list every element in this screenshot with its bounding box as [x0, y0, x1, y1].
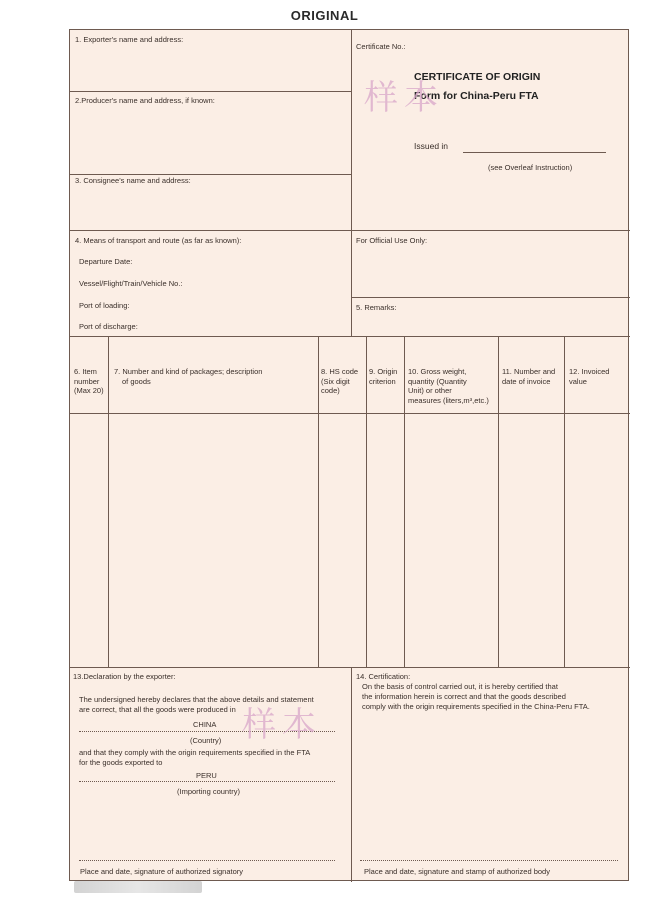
specimen-watermark-top: 样本 — [364, 78, 444, 118]
consignee-label: 3. Consignee's name and address: — [75, 176, 191, 185]
certificate-form — [69, 29, 629, 881]
certificate-subtitle: Form for China-Peru FTA — [414, 90, 539, 102]
certification-label: 14. Certification: — [356, 672, 411, 681]
col-hs-code: 8. HS code (Six digit code) — [321, 367, 359, 395]
declaration-text-1: The undersigned hereby declares that the above details and statement — [79, 695, 314, 704]
exporter-label: 1. Exporter's name and address: — [75, 35, 184, 44]
certification-text-1: On the basis of control carried out, it is hereby certified that — [362, 682, 558, 691]
importing-country-label: (Importing country) — [177, 787, 240, 796]
remarks-label: 5. Remarks: — [356, 303, 397, 312]
certification-text-3: comply with the origin requirements specified in the China-Peru FTA. — [362, 702, 590, 711]
document-heading: ORIGINAL — [290, 8, 359, 23]
col-invoiced-value: 12. Invoiced value — [569, 367, 610, 386]
port-discharge-label: Port of discharge: — [79, 322, 138, 331]
col-origin-criterion: 9. Origin criterion — [369, 367, 398, 386]
col-packages-description: 7. Number and kind of packages; description of goods — [114, 367, 263, 386]
certificate-no-label: Certificate No.: — [356, 42, 406, 51]
exporter-signature-label: Place and date, signature of authorized signatory — [80, 867, 244, 876]
producer-label: 2.Producer's name and address, if known: — [75, 96, 215, 105]
issued-in-label: Issued in — [414, 141, 449, 151]
declaration-text-4: for the goods exported to — [79, 758, 163, 767]
col-item-number: 6. Item number (Max 20) — [74, 367, 104, 395]
col-invoice-number-date: 11. Number and date of invoice — [502, 367, 556, 386]
declaration-label: 13.Declaration by the exporter: — [73, 672, 176, 681]
country-value: CHINA — [193, 720, 217, 729]
certification-text-2: the information herein is correct and that the goods described — [362, 692, 566, 701]
declaration-text-3: and that they comply with the origin requirements specified in the FTA — [79, 748, 311, 757]
departure-date-label: Departure Date: — [79, 257, 133, 266]
specimen-watermark-bottom: 样本 — [242, 705, 322, 745]
vessel-label: Vessel/Flight/Train/Vehicle No.: — [79, 279, 183, 288]
col-gross-weight: 10. Gross weight, quantity (Quantity Unit) or other measures (liters,m³,etc.) — [408, 367, 489, 405]
declaration-text-2: are correct, that all the goods were produced in — [79, 705, 236, 714]
port-loading-label: Port of loading: — [79, 301, 130, 310]
serial-number-redacted — [74, 881, 202, 893]
certificate-title: CERTIFICATE OF ORIGIN — [414, 71, 541, 83]
certifier-signature-label: Place and date, signature and stamp of authorized body — [364, 867, 550, 876]
transport-label: 4. Means of transport and route (as far as known): — [75, 236, 242, 245]
importing-country-value: PERU — [196, 771, 217, 780]
overleaf-note: (see Overleaf Instruction) — [488, 163, 573, 172]
official-use-label: For Official Use Only: — [356, 236, 428, 245]
country-label: (Country) — [190, 736, 222, 745]
